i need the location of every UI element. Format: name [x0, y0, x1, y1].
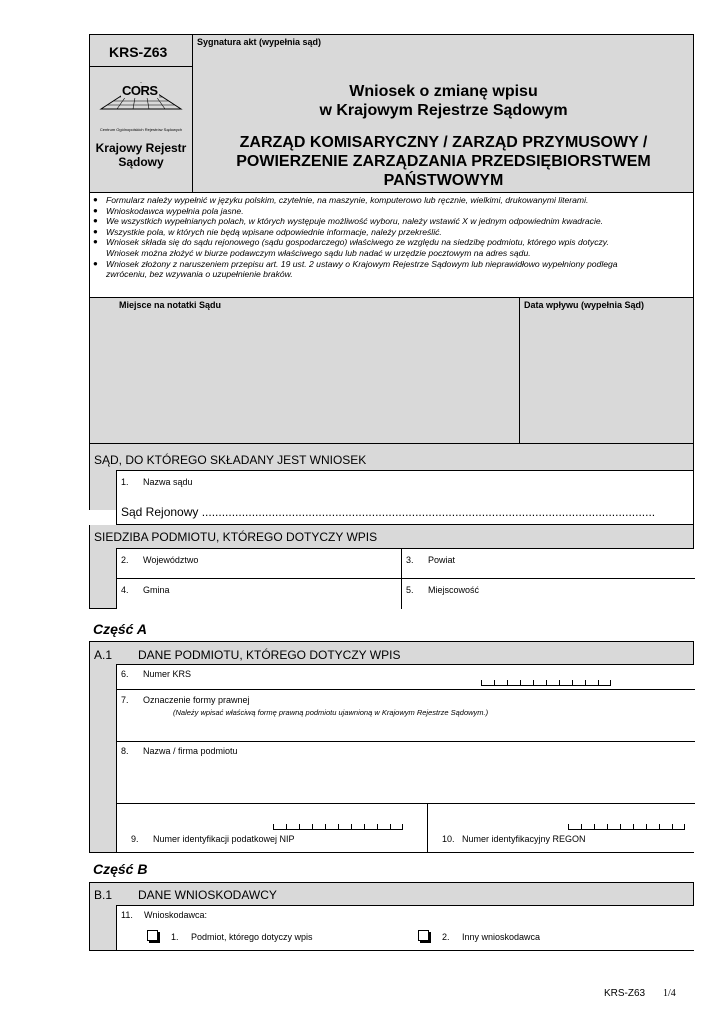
form-code-box: [89, 34, 193, 67]
krs-number-field[interactable]: [117, 665, 695, 690]
section-title: DANE PODMIOTU, KTÓREGO DOTYCZY WPIS: [138, 648, 401, 662]
regon-label: Numer identyfikacyjny REGON: [462, 834, 586, 844]
field-number: 11.: [121, 910, 133, 920]
court-name-field[interactable]: [116, 470, 694, 525]
section-title: DANE WNIOSKODAWCY: [138, 888, 277, 902]
legal-form-label: Oznaczenie formy prawnej: [143, 695, 250, 705]
option-number: 1.: [171, 932, 179, 942]
instruction-item: ● Wszystkie pola, w których nie będą wpisane odpowiednie informacje, należy przekreślić.: [92, 227, 690, 238]
court-name-label: Nazwa sądu: [143, 477, 193, 487]
field-number: 5.: [406, 585, 414, 595]
field-number: 10.: [442, 834, 455, 844]
signature-label: Sygnatura akt (wypełnia sąd): [197, 37, 322, 47]
instruction-item: ● We wszystkich wypełnianych polach, w których występuje możliwość wyboru, należy wstawić X w jednym odpowiednim kwadracie.: [92, 216, 690, 227]
instruction-item: ● Wniosek złożony z naruszeniem przepisu art. 19 ust. 2 ustawy o Krajowym Rejestrze Sądowym lub nieprawidłowo wypełniony podlega zwróceniu, bez wzywania o uzupełnienie braków.: [92, 259, 690, 280]
voivodeship-label: Województwo: [143, 555, 199, 565]
legal-form-field[interactable]: [117, 690, 695, 742]
registry-name-line1: Krajowy Rejestr: [95, 141, 187, 155]
form-code: KRS-Z63: [109, 44, 168, 60]
nip-field[interactable]: [117, 804, 428, 853]
subtitle-line3: PAŃSTWOWYM: [383, 172, 504, 189]
krs-digit-boxes: [481, 679, 611, 686]
part-a-title: Część A: [93, 621, 147, 637]
locality-label: Miejscowość: [428, 585, 480, 595]
instructions-box: [89, 193, 694, 297]
entity-name-label: Nazwa / firma podmiotu: [143, 746, 238, 756]
option-entity[interactable]: [147, 929, 377, 945]
logo-subtext: Centrum Ogólnopolskich Rejestrów Sądowych: [99, 127, 183, 132]
option-other[interactable]: [418, 929, 618, 945]
locality-field[interactable]: [402, 579, 695, 609]
registry-name-line2: Sądowy: [118, 155, 164, 169]
court-section-heading: SĄD, DO KTÓREGO SKŁADANY JEST WNIOSEK: [94, 453, 367, 467]
field-number: 7.: [121, 695, 129, 705]
regon-field[interactable]: [428, 804, 695, 853]
regon-digit-boxes: [568, 823, 685, 830]
field-number: 3.: [406, 555, 414, 565]
subtitle-line2: POWIERZENIE ZARZĄDZANIA PRZEDSIĘBIORSTWEM: [236, 153, 651, 170]
option-entity-label: Podmiot, którego dotyczy wpis: [191, 932, 313, 942]
section-number: A.1: [94, 648, 113, 662]
field-number: 4.: [121, 585, 129, 595]
subtitle-line1: ZARZĄD KOMISARYCZNY / ZARZĄD PRZYMUSOWY /: [239, 134, 648, 151]
notes-date-label: Data wpływu (wypełnia Sąd): [524, 300, 645, 310]
applicant-label: Wnioskodawca:: [144, 910, 208, 920]
title-line1: Wniosek o zmianę wpisu: [349, 83, 538, 100]
logo-box: [89, 67, 193, 193]
instruction-item: ● Wnioskodawca wypełnia pola jasne.: [92, 206, 690, 217]
field-number: 2.: [121, 555, 129, 565]
part-b-title: Część B: [93, 861, 148, 877]
county-label: Powiat: [428, 555, 456, 565]
footer-page-number: 1/4: [663, 988, 676, 999]
field-number: 8.: [121, 746, 129, 756]
footer-form-code: KRS-Z63: [604, 988, 646, 999]
field-number: 1.: [121, 477, 129, 487]
legal-form-note: (Należy wpisać właściwą formę prawną podmiotu ujawnioną w Krajowym Rejestrze Sądowym.): [173, 708, 489, 717]
municipality-label: Gmina: [143, 585, 170, 595]
title-line2: w Krajowym Rejestrze Sądowym: [319, 102, 568, 119]
krs-label: Numer KRS: [143, 669, 192, 679]
entity-name-field[interactable]: [117, 742, 695, 804]
logo-text: CORS: [122, 83, 158, 98]
instruction-item: ● Formularz należy wypełnić w języku polskim, czytelnie, na maszynie, komputerowo lub ręcznie, wielkimi, drukowanymi literami.: [92, 195, 690, 206]
applicant-field: [116, 905, 694, 951]
option-other-label: Inny wnioskodawca: [462, 932, 541, 942]
option-number: 2.: [442, 932, 450, 942]
court-notes-place: [89, 297, 520, 444]
seat-section-heading: SIEDZIBA PODMIOTU, KTÓREGO DOTYCZY WPIS: [94, 530, 378, 544]
notes-place-label: Miejsce na notatki Sądu: [119, 300, 222, 310]
entity-checkbox[interactable]: [147, 930, 158, 941]
seat-fields: [116, 548, 694, 609]
court-name-value: Sąd Rejonowy ........................................................................................................................................: [121, 505, 656, 519]
county-field[interactable]: [402, 549, 695, 579]
instructions-list: [92, 195, 690, 280]
voivodeship-field[interactable]: [117, 549, 402, 579]
field-number: 6.: [121, 669, 129, 679]
instruction-item: ● Wniosek składa się do sądu rejonowego (sądu gospodarczego) właściwego ze względu na siedzibę podmiotu, którego wpis dotyczy. Wniosek można złożyć w biurze podawczym właściwego sądu lub nadać w urzędzie pocztowym na adres sądu.: [92, 237, 690, 258]
nip-digit-boxes: [273, 823, 403, 830]
section-number: B.1: [94, 888, 113, 902]
part-a-fields: [116, 664, 694, 853]
nip-label: Numer identyfikacji podatkowej NIP: [153, 834, 295, 844]
field-number: 9.: [131, 834, 139, 844]
municipality-field[interactable]: [117, 579, 402, 609]
other-checkbox[interactable]: [418, 930, 429, 941]
